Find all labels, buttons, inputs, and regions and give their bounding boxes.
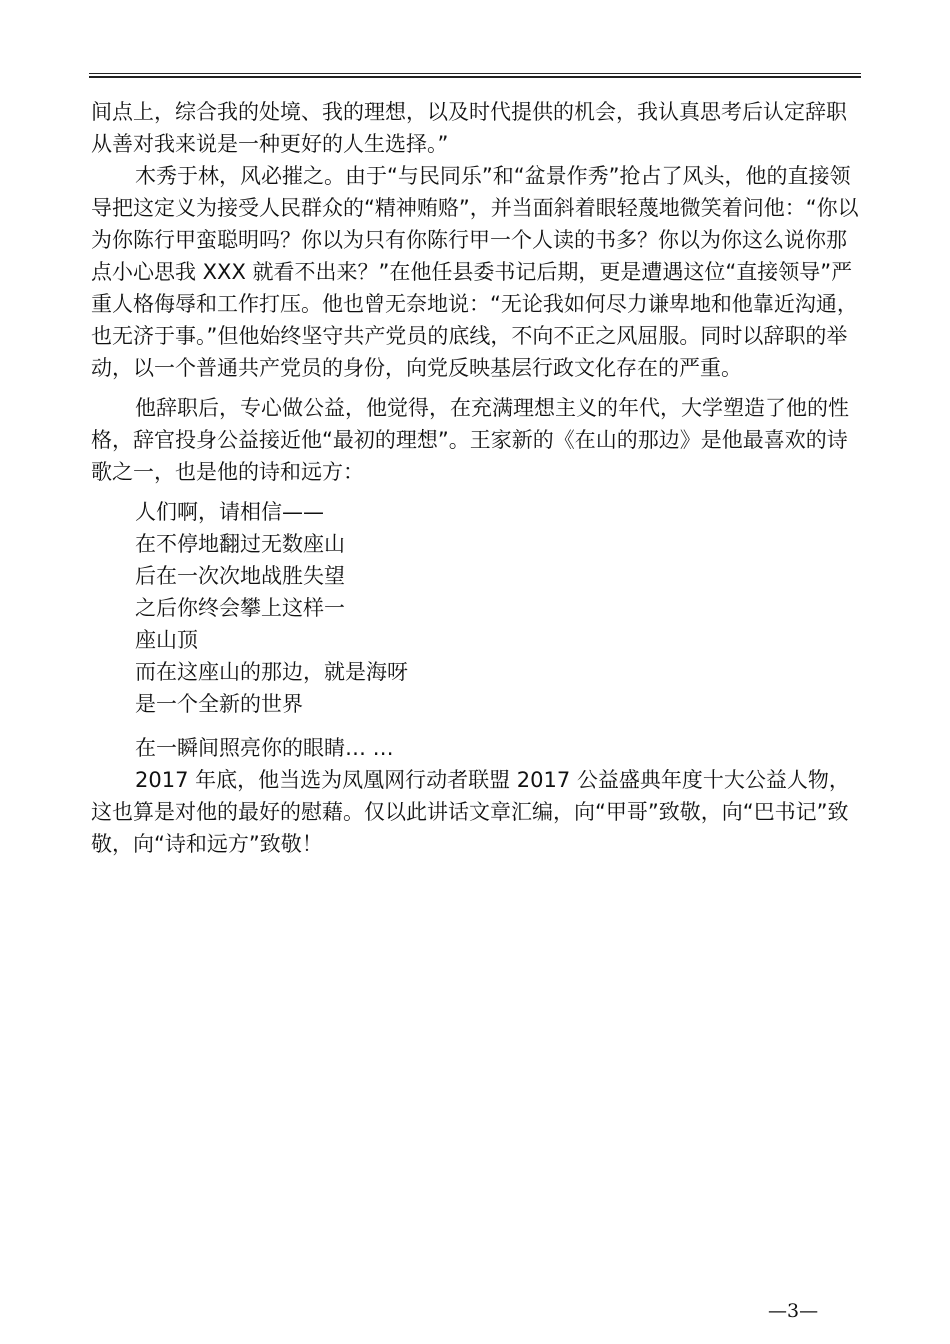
paragraph-criticism: 木秀于林，风必摧之。由于“与民同乐”和“盆景作秀”抢占了风头，他的直接领导把这定义为接受人民群众的“精神贿赂”，并当面斜着眼轻蔑地微笑着问他：“你以为你陈行甲蛮聪明吗？你以为只有你陈行甲一个人读的书多？你以为你这么说你那点小心思我 XXX 就看不出来？”在他任县委书记后期，更是遭遇这位“直接领导”严重人格侮辱和工作打压。他也曾无奈地说：“无论我如何尽力谦卑地和他靠近沟通，也无济于事。”但他始终坚守共产党员的底线，不向不正之风屈服。同时以辞职的举动，以一个普通共产党员的身份，向党反映基层行政文化存在的严重。 — [91, 164, 859, 380]
poem-line-last: 在一瞬间照亮你的眼睛… … — [135, 736, 394, 760]
paragraph-award: 2017 年底，他当选为凤凰网行动者联盟 2017 公益盛典年度十大公益人物，这也算是对他的最好的慰藉。仅以此讲话文章汇编，向“甲哥”致敬，向“巴书记”致敬，向“诗和远方”致敬！ — [91, 768, 850, 856]
document-body — [91, 96, 863, 860]
poem-line: 是一个全新的世界 — [135, 692, 303, 716]
poem-line: 之后你终会攀上这样一 — [135, 596, 345, 620]
poem-line: 座山顶 — [135, 628, 198, 652]
poem-line: 后在一次次地战胜失望 — [135, 564, 345, 588]
paragraph-resignation: 他辞职后，专心做公益，他觉得，在充满理想主义的年代，大学塑造了他的性格，辞官投身公益接近他“最初的理想”。王家新的《在山的那边》是他最喜欢的诗歌之一，也是他的诗和远方： — [91, 396, 849, 484]
poem-line: 人们啊，请相信—— — [135, 500, 324, 524]
poem-block — [91, 496, 863, 764]
paragraph-continuation: 间点上，综合我的处境、我的理想，以及时代提供的机会，我认真思考后认定辞职从善对我来说是一种更好的人生选择。” — [91, 100, 847, 156]
header-rule-thin — [89, 73, 861, 74]
poem-line: 在不停地翻过无数座山 — [135, 532, 345, 556]
poem-line: 而在这座山的那边，就是海呀 — [135, 660, 408, 684]
page-number: —3— — [768, 1300, 819, 1322]
header-rule-thick — [89, 76, 861, 78]
